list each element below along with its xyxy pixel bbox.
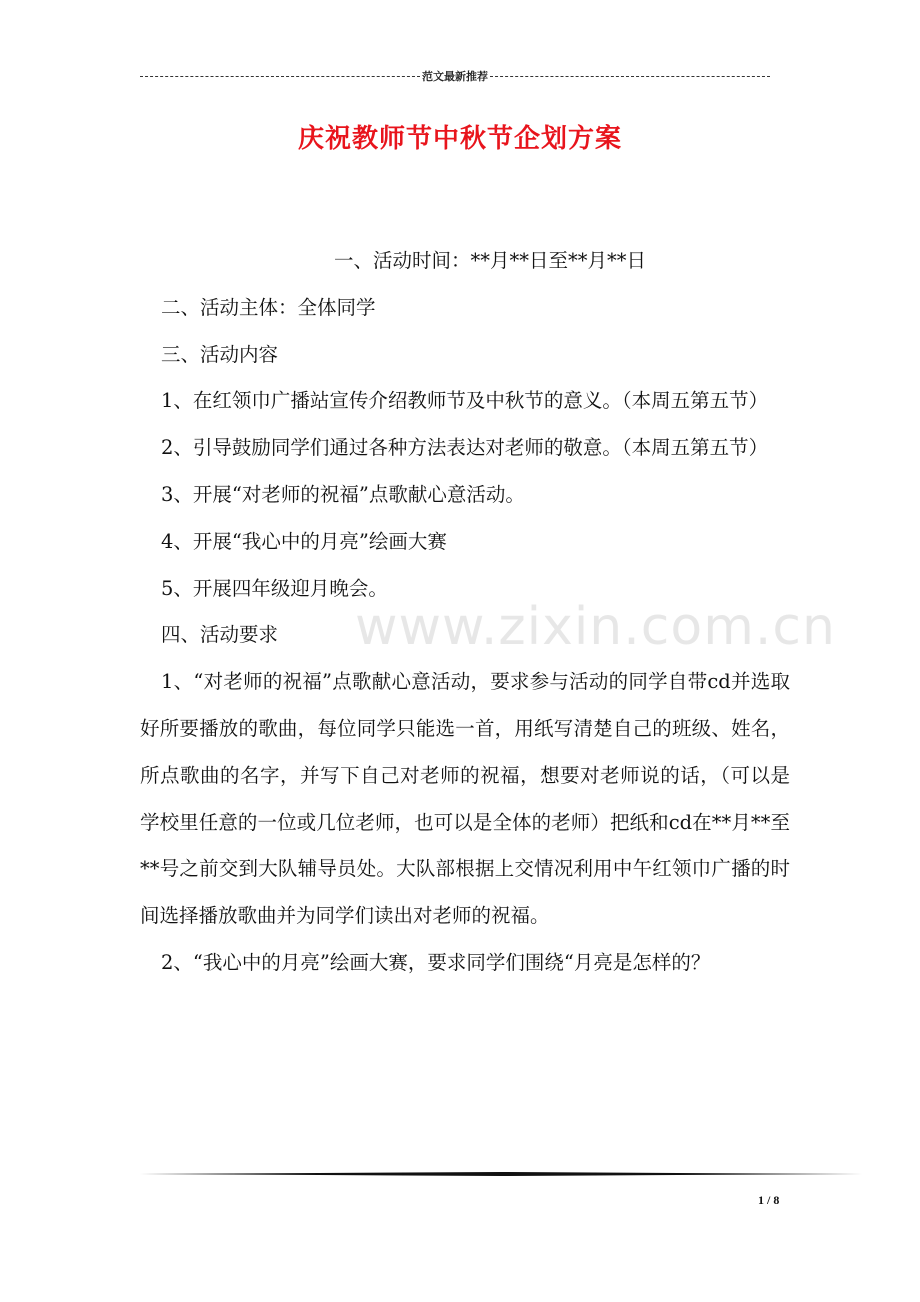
footer-rule (140, 1172, 862, 1176)
list-item: 2、“我心中的月亮”绘画大赛，要求同学们围绕“月亮是怎样的？ (161, 950, 711, 974)
section-heading-requirements: 四、活动要求 (161, 623, 279, 647)
paragraph-activity-subject: 二、活动主体：全体同学 (161, 295, 376, 319)
section-heading-content: 三、活动内容 (161, 342, 279, 366)
header-dash-right (490, 76, 770, 77)
watermark: www.zixin.com.cn (355, 597, 836, 657)
list-item: 4、开展“我心中的月亮”绘画大赛 (161, 529, 447, 553)
page-number: 1 / 8 (758, 1193, 780, 1207)
paragraph-activity-time: 一、活动时间：**月**日至**月**日 (334, 249, 647, 272)
list-item: 1、在红领巾广播站宣传介绍教师节及中秋节的意义。（本周五第五节） (161, 389, 769, 413)
document-body (140, 238, 790, 987)
document-title: 庆祝教师节中秋节企划方案 (297, 124, 622, 154)
list-item: 3、开展“对老师的祝福”点歌献心意活动。 (161, 482, 525, 506)
page-header (140, 68, 770, 84)
header-dash-left (140, 76, 420, 77)
list-item: 1、“对老师的祝福”点歌献心意活动，要求参与活动的同学自带cd并选取好所要播放的歌曲，每位同学只能选一首，用纸写清楚自己的班级、姓名，所点歌曲的名字，并写下自己对老师的祝福，想要对老师说的话，（可以是学校里任意的一位或几位老师，也可以是全体的老师）把纸和cd在**月**至**号之前交到大队辅导员处。大队部根据上交情况利用中午红领巾广播的时间选择播放歌曲并为同学们读出对老师的祝福。 (140, 670, 790, 928)
list-item: 5、开展四年级迎月晚会。 (161, 576, 388, 600)
list-item: 2、引导鼓励同学们通过各种方法表达对老师的敬意。（本周五第五节） (161, 436, 769, 460)
header-label: 范文最新推荐 (422, 70, 488, 83)
